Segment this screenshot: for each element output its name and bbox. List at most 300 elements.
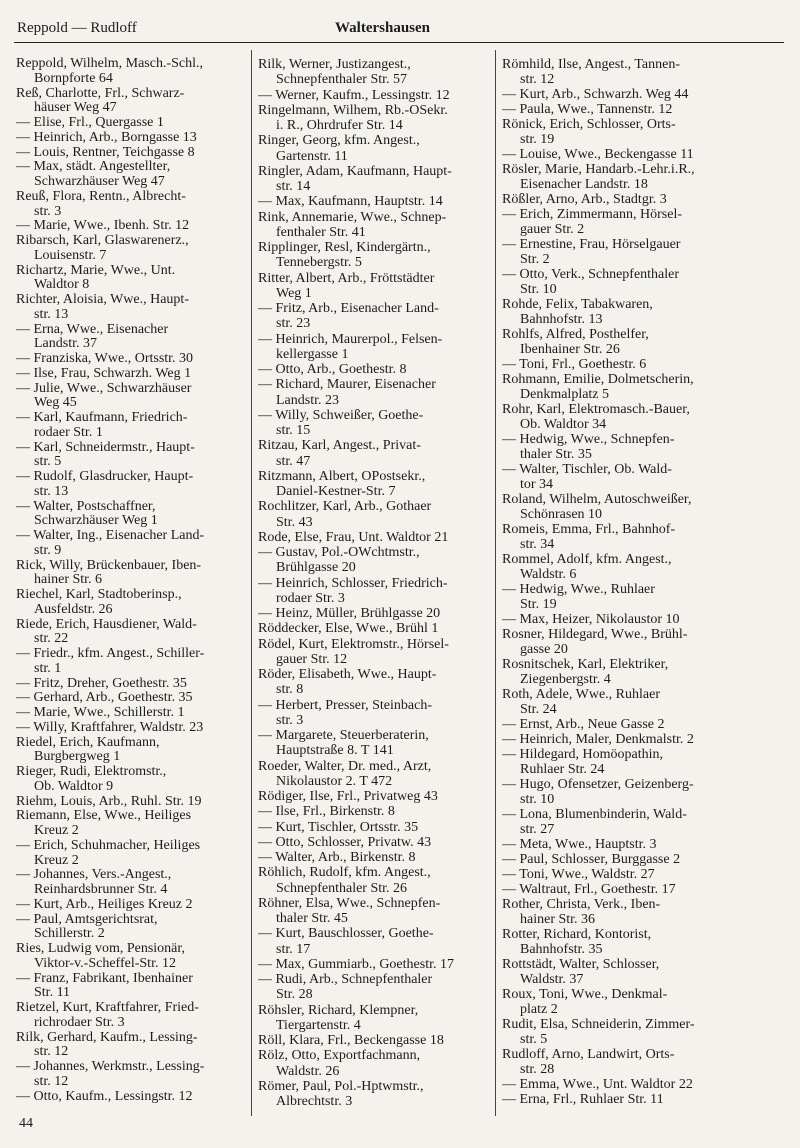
directory-entry xyxy=(502,267,786,297)
directory-entry xyxy=(258,1003,492,1034)
entry-continuation: str. 14 xyxy=(276,179,311,194)
entry-line: — Otto, Schlosser, Privatw. 43 xyxy=(258,834,432,850)
entry-continuation: str. 1 xyxy=(34,660,62,676)
directory-entry xyxy=(16,677,248,692)
directory-entry xyxy=(258,103,492,134)
directory-entry xyxy=(258,637,492,668)
directory-entry xyxy=(502,882,786,897)
directory-entry xyxy=(502,1077,786,1092)
entry-line: Rottstädt, Walter, Schlosser, xyxy=(502,957,660,972)
entry-line: — Hedwig, Wwe., Ruhlaer xyxy=(502,582,655,597)
entry-line: — Hildegard, Homöopathin, xyxy=(502,747,663,762)
directory-entry xyxy=(16,500,248,530)
entry-line: — Rudolf, Glasdrucker, Haupt- xyxy=(16,469,194,484)
entry-continuation: Landstr. 23 xyxy=(276,392,339,408)
entry-continuation: Str. 19 xyxy=(520,597,557,612)
entry-continuation: Waldstr. 26 xyxy=(276,1063,340,1079)
entry-line: Romeis, Emma, Frl., Bahnhof- xyxy=(502,522,676,537)
directory-entry xyxy=(258,499,492,530)
entry-continuation: str. 10 xyxy=(520,792,555,807)
entry-line: Ribarsch, Karl, Glaswarenerz., xyxy=(16,233,189,248)
directory-entry xyxy=(258,972,492,1003)
directory-entry xyxy=(16,706,248,721)
entry-line: — Max, städt. Angestellter, xyxy=(16,159,171,175)
entry-line: Rödel, Kurt, Elektromstr., Hörsel- xyxy=(258,636,449,652)
entry-line: — Walter, Ing., Eisenacher Land- xyxy=(16,528,205,543)
entry-line: Riemann, Else, Wwe., Heiliges xyxy=(16,808,192,824)
directory-entry xyxy=(502,432,786,462)
entry-continuation: Waldstr. 37 xyxy=(520,972,584,987)
directory-entry xyxy=(258,576,492,607)
directory-entry xyxy=(258,271,492,302)
directory-entry xyxy=(502,957,786,987)
directory-entry xyxy=(16,470,248,500)
entry-continuation: str. 8 xyxy=(276,682,304,698)
directory-entry xyxy=(258,957,492,972)
entry-continuation: thaler Str. 35 xyxy=(520,447,592,462)
entry-line: Rommel, Adolf, kfm. Angest., xyxy=(502,552,672,567)
directory-entry xyxy=(502,462,786,492)
entry-continuation: str. 28 xyxy=(520,1062,555,1077)
entry-continuation: str. 5 xyxy=(520,1032,548,1047)
directory-entry xyxy=(502,372,786,402)
entry-line: Röddecker, Else, Wwe., Brühl 1 xyxy=(258,621,439,637)
directory-entry xyxy=(502,552,786,582)
directory-entry xyxy=(16,1060,248,1090)
entry-line: — Marie, Wwe., Ibenh. Str. 12 xyxy=(16,218,190,234)
entry-line: Rohlfs, Alfred, Posthelfer, xyxy=(502,327,649,342)
entry-line: — Meta, Wwe., Hauptstr. 3 xyxy=(502,837,657,852)
entry-continuation: Denkmalplatz 5 xyxy=(520,387,610,402)
column-divider xyxy=(251,50,252,1116)
entry-line: — Paul, Amtsgerichtsrat, xyxy=(16,911,158,927)
entry-line: — Otto, Arb., Goethestr. 8 xyxy=(258,362,407,377)
directory-entry xyxy=(502,327,786,357)
directory-entry xyxy=(258,332,492,363)
entry-continuation: Str. 28 xyxy=(276,987,313,1003)
entry-line: — Friedr., kfm. Angest., Schiller- xyxy=(16,646,205,661)
directory-entry xyxy=(16,972,248,1002)
entry-line: — Emma, Wwe., Unt. Waldtor 22 xyxy=(502,1077,693,1092)
directory-entry xyxy=(16,647,248,677)
entry-line: — Hedwig, Wwe., Schnepfen- xyxy=(502,432,675,447)
entry-line: — Ernestine, Frau, Hörselgauer xyxy=(502,237,681,252)
directory-entry xyxy=(16,441,248,471)
directory-column-2 xyxy=(258,57,492,1117)
directory-entry xyxy=(502,57,786,87)
entry-continuation: Albrechtstr. 3 xyxy=(276,1094,353,1109)
entry-continuation: str. 23 xyxy=(276,316,311,332)
entry-line: — Toni, Frl., Goethestr. 6 xyxy=(502,357,647,372)
directory-entry xyxy=(258,194,492,209)
directory-entry xyxy=(502,852,786,867)
directory-entry xyxy=(502,732,786,747)
entry-continuation: Str. 2 xyxy=(520,252,550,267)
entry-line: — Erna, Wwe., Eisenacher xyxy=(16,321,169,337)
entry-continuation: Str. 11 xyxy=(34,985,71,1001)
entry-continuation: hainer Str. 36 xyxy=(520,912,596,927)
directory-entry xyxy=(16,529,248,559)
entry-line: Rieger, Rudi, Elektromstr., xyxy=(16,764,167,779)
entry-continuation: Schönrasen 10 xyxy=(520,507,603,522)
entry-continuation: Reinhardsbrunner Str. 4 xyxy=(34,882,168,897)
directory-entry xyxy=(258,789,492,804)
entry-line: Rohr, Karl, Elektromasch.-Bauer, xyxy=(502,402,690,417)
directory-entry xyxy=(258,210,492,241)
directory-entry xyxy=(502,192,786,207)
entry-continuation: str. 9 xyxy=(34,542,62,558)
entry-continuation: Schnepfenthaler Str. 57 xyxy=(276,72,408,88)
entry-line: Roland, Wilhelm, Autoschweißer, xyxy=(502,492,692,507)
entry-continuation: str. 13 xyxy=(34,306,69,322)
directory-entry xyxy=(502,1047,786,1077)
entry-line: Römer, Paul, Pol.-Hptwmstr., xyxy=(258,1078,424,1094)
directory-entry xyxy=(502,237,786,267)
directory-entry xyxy=(502,492,786,522)
entry-continuation: str. 47 xyxy=(276,453,311,469)
entry-continuation: Brühlgasse 20 xyxy=(276,560,356,576)
entry-line: Rode, Else, Frau, Unt. Waldtor 21 xyxy=(258,529,449,545)
entry-continuation: Bornpforte 64 xyxy=(34,70,113,86)
entry-line: Rother, Christa, Verk., Iben- xyxy=(502,897,661,912)
directory-entry xyxy=(16,146,248,161)
directory-entry xyxy=(502,357,786,372)
entry-continuation: Hauptstraße 8. T 141 xyxy=(276,743,394,759)
entry-line: — Heinz, Müller, Brühlgasse 20 xyxy=(258,606,441,621)
entry-line: — Rudi, Arb., Schnepfenthaler xyxy=(258,972,433,987)
directory-entry xyxy=(16,352,248,367)
entry-continuation: Ausfeldstr. 26 xyxy=(34,601,113,617)
entry-continuation: hainer Str. 6 xyxy=(34,572,103,588)
column-divider xyxy=(495,50,496,1116)
entry-continuation: Ob. Waldtor 9 xyxy=(34,778,114,794)
entry-continuation: str. 17 xyxy=(276,941,311,957)
directory-entry xyxy=(502,747,786,777)
directory-entry xyxy=(502,87,786,102)
entry-line: Roux, Toni, Wwe., Denkmal- xyxy=(502,987,668,1002)
entry-line: Riechel, Karl, Stadtoberinsp., xyxy=(16,587,182,602)
entry-continuation: Str. 10 xyxy=(520,282,557,297)
directory-entry xyxy=(16,839,248,869)
directory-entry xyxy=(502,582,786,612)
entry-continuation: kellergasse 1 xyxy=(276,346,349,362)
entry-continuation: Landstr. 37 xyxy=(34,336,97,352)
entry-line: Rilk, Gerhard, Kaufm., Lessing- xyxy=(16,1029,198,1045)
entry-line: — Kurt, Tischler, Ortsstr. 35 xyxy=(258,819,419,835)
entry-line: Röll, Klara, Frl., Beckengasse 18 xyxy=(258,1033,444,1048)
directory-entry xyxy=(16,1090,248,1105)
entry-line: Riehm, Louis, Arb., Ruhl. Str. 19 xyxy=(16,793,202,809)
entry-line: — Louise, Wwe., Beckengasse 11 xyxy=(502,147,694,162)
directory-entry xyxy=(502,687,786,717)
directory-entry xyxy=(258,362,492,377)
entry-line: — Elise, Frl., Quergasse 1 xyxy=(16,115,164,130)
entry-line: — Walter, Arb., Birkenstr. 8 xyxy=(258,850,416,865)
entry-line: Ritter, Albert, Arb., Fröttstädter xyxy=(258,270,435,286)
directory-entry xyxy=(258,469,492,500)
entry-continuation: str. 19 xyxy=(520,132,555,147)
entry-line: Rohmann, Emilie, Dolmetscherin, xyxy=(502,372,694,387)
directory-entry xyxy=(502,627,786,657)
entry-line: — Paul, Schlosser, Burggasse 2 xyxy=(502,852,681,867)
entry-line: Roeder, Walter, Dr. med., Arzt, xyxy=(258,758,432,774)
entry-line: Rönick, Erich, Schlosser, Orts- xyxy=(502,117,676,132)
entry-line: — Julie, Wwe., Schwarzhäuser xyxy=(16,380,192,396)
directory-entry xyxy=(16,1031,248,1061)
entry-continuation: rodaer Str. 3 xyxy=(276,590,345,606)
entry-continuation: i. R., Ohrdrufer Str. 14 xyxy=(276,118,403,133)
entry-line: — Gustav, Pol.-OWchtmstr., xyxy=(258,545,420,560)
entry-continuation: fenthaler Str. 41 xyxy=(276,224,366,240)
entry-continuation: Schwarzhäuser Weg 47 xyxy=(34,174,165,189)
entry-line: Ries, Ludwig vom, Pensionär, xyxy=(16,941,185,956)
directory-entry xyxy=(502,1092,786,1107)
directory-entry xyxy=(502,162,786,192)
directory-entry xyxy=(16,323,248,353)
directory-entry xyxy=(16,57,248,87)
entry-line: Ringer, Georg, kfm. Angest., xyxy=(258,133,420,149)
running-header xyxy=(17,16,783,40)
entry-line: Röhlich, Rudolf, kfm. Angest., xyxy=(258,865,431,881)
directory-entry xyxy=(502,927,786,957)
directory-entry xyxy=(502,402,786,432)
entry-line: — Kurt, Bauschlosser, Goethe- xyxy=(258,926,434,942)
entry-continuation: thaler Str. 45 xyxy=(276,911,348,926)
entry-continuation: Weg 1 xyxy=(276,285,312,301)
entry-continuation: Ruhlaer Str. 24 xyxy=(520,762,605,777)
directory-entry xyxy=(16,913,248,943)
entry-line: — Erich, Zimmermann, Hörsel- xyxy=(502,207,683,222)
entry-continuation: str. 12 xyxy=(520,72,555,87)
directory-entry xyxy=(16,411,248,441)
entry-line: Ringelmann, Wilhem, Rb.-OSekr. xyxy=(258,102,448,118)
directory-entry xyxy=(502,102,786,117)
entry-continuation: str. 22 xyxy=(34,631,69,647)
entry-line: — Franziska, Wwe., Ortsstr. 30 xyxy=(16,351,194,366)
directory-entry xyxy=(16,87,248,117)
entry-line: — Heinrich, Maler, Denkmalstr. 2 xyxy=(502,732,694,747)
directory-entry xyxy=(16,219,248,234)
entry-line: — Louis, Rentner, Teichgasse 8 xyxy=(16,144,195,160)
entry-line: — Max, Kaufmann, Hauptstr. 14 xyxy=(258,194,443,210)
directory-entry xyxy=(258,301,492,332)
directory-entry xyxy=(16,942,248,972)
entry-continuation: gauer Str. 2 xyxy=(520,222,585,237)
entry-line: Röhner, Elsa, Wwe., Schnepfen- xyxy=(258,895,441,911)
directory-entry xyxy=(258,621,492,636)
entry-line: — Johannes, Werkmstr., Lessing- xyxy=(16,1059,205,1074)
directory-entry xyxy=(16,160,248,190)
directory-entry xyxy=(502,522,786,552)
entry-line: Ritzau, Karl, Angest., Privat- xyxy=(258,438,421,454)
entry-continuation: gauer Str. 12 xyxy=(276,651,348,667)
entry-line: Rudloff, Arno, Landwirt, Orts- xyxy=(502,1047,675,1062)
entry-continuation: str. 3 xyxy=(276,712,304,728)
entry-line: — Hugo, Ofensetzer, Geizenberg- xyxy=(502,777,694,792)
directory-entry xyxy=(16,691,248,706)
entry-line: — Waltraut, Frl., Goethestr. 17 xyxy=(502,882,676,897)
directory-entry xyxy=(502,147,786,162)
entry-line: — Toni, Wwe., Waldstr. 27 xyxy=(502,867,655,882)
directory-entry xyxy=(16,898,248,913)
entry-line: Ritzmann, Albert, OPostsekr., xyxy=(258,468,426,484)
entry-line: — Heinrich, Schlosser, Friedrich- xyxy=(258,575,448,591)
entry-continuation: tor 34 xyxy=(520,477,554,492)
directory-entry xyxy=(16,293,248,323)
entry-line: Rick, Willy, Brückenbauer, Iben- xyxy=(16,557,202,573)
entry-line: — Ilse, Frl., Birkenstr. 8 xyxy=(258,804,395,820)
entry-line: Rochlitzer, Karl, Arb., Gothaer xyxy=(258,499,432,515)
directory-entry xyxy=(258,133,492,164)
directory-entry xyxy=(258,164,492,195)
entry-continuation: Nikolaustor 2. T 472 xyxy=(276,773,393,789)
entry-line: Rosnitschek, Karl, Elektriker, xyxy=(502,657,669,672)
directory-entry xyxy=(16,131,248,146)
entry-continuation: häuser Weg 47 xyxy=(34,100,117,116)
directory-entry xyxy=(258,835,492,850)
entry-line: — Walter, Postschaffner, xyxy=(16,498,156,514)
entry-line: Rudit, Elsa, Schneiderin, Zimmer- xyxy=(502,1017,695,1032)
entry-line: Riedel, Erich, Kaufmann, xyxy=(16,734,160,750)
entry-continuation: Schillerstr. 2 xyxy=(34,926,105,942)
entry-continuation: Schnepfenthaler Str. 26 xyxy=(276,880,408,896)
entry-continuation: str. 15 xyxy=(276,423,311,438)
entry-line: Rotter, Richard, Kontorist, xyxy=(502,927,652,942)
entry-line: — Marie, Wwe., Schillerstr. 1 xyxy=(16,705,185,720)
directory-entry xyxy=(258,865,492,896)
entry-line: Römhild, Ilse, Angest., Tannen- xyxy=(502,57,681,72)
entry-continuation: str. 13 xyxy=(34,483,69,499)
entry-continuation: Kreuz 2 xyxy=(34,823,79,838)
directory-entry xyxy=(502,1017,786,1047)
entry-continuation: Kreuz 2 xyxy=(34,852,79,868)
directory-entry xyxy=(258,606,492,621)
directory-entry xyxy=(16,736,248,766)
directory-entry xyxy=(258,438,492,469)
entry-line: Rößler, Arno, Arb., Stadtgr. 3 xyxy=(502,192,667,207)
entry-line: — Ilse, Frau, Schwarzh. Weg 1 xyxy=(16,365,192,381)
directory-entry xyxy=(502,867,786,882)
directory-entry xyxy=(502,837,786,852)
entry-continuation: Tiergartenstr. 4 xyxy=(276,1017,361,1033)
entry-line: — Erna, Frl., Ruhlaer Str. 11 xyxy=(502,1092,664,1107)
entry-continuation: Ziegenbergstr. 4 xyxy=(520,672,611,687)
entry-line: Rosner, Hildegard, Wwe., Brühl- xyxy=(502,627,688,642)
entry-continuation: str. 12 xyxy=(34,1073,69,1089)
entry-line: — Kurt, Arb., Schwarzh. Weg 44 xyxy=(502,87,689,102)
entry-line: Ringler, Adam, Kaufmann, Haupt- xyxy=(258,163,452,179)
entry-line: Ripplinger, Resl, Kindergärtn., xyxy=(258,240,431,255)
directory-entry xyxy=(258,545,492,576)
entry-line: — Herbert, Presser, Steinbach- xyxy=(258,697,432,713)
entry-line: — Franz, Fabrikant, Ibenhainer xyxy=(16,970,193,986)
directory-entry xyxy=(502,117,786,147)
directory-entry xyxy=(258,667,492,698)
directory-entry xyxy=(258,896,492,927)
directory-entry xyxy=(502,807,786,837)
entry-line: — Max, Gummiarb., Goethestr. 17 xyxy=(258,956,454,972)
entry-continuation: Louisenstr. 7 xyxy=(34,247,107,263)
entry-continuation: Str. 43 xyxy=(276,514,313,530)
entry-line: Riede, Erich, Hausdiener, Wald- xyxy=(16,616,197,632)
entry-line: — Gerhard, Arb., Goethestr. 35 xyxy=(16,690,193,706)
entry-line: — Karl, Kaufmann, Friedrich- xyxy=(16,410,188,425)
entry-line: — Heinrich, Arb., Borngasse 13 xyxy=(16,129,197,145)
entry-line: Richartz, Marie, Wwe., Unt. xyxy=(16,262,176,278)
directory-entry xyxy=(502,207,786,237)
entry-line: Richter, Aloisia, Wwe., Haupt- xyxy=(16,292,189,307)
entry-continuation: Tennebergstr. 5 xyxy=(276,255,362,271)
entry-line: — Erich, Schuhmacher, Heiliges xyxy=(16,837,201,853)
entry-line: — Johannes, Vers.-Angest., xyxy=(16,867,172,883)
directory-entry xyxy=(16,367,248,382)
entry-continuation: Viktor-v.-Scheffel-Str. 12 xyxy=(34,955,176,971)
entry-continuation: Eisenacher Landstr. 18 xyxy=(520,177,648,192)
entry-line: Röhsler, Richard, Klempner, xyxy=(258,1002,419,1018)
entry-line: — Margarete, Steuerberaterin, xyxy=(258,728,429,743)
entry-continuation: Schwarzhäuser Weg 1 xyxy=(34,513,158,529)
directory-entry xyxy=(16,795,248,810)
directory-entry xyxy=(16,234,248,264)
entry-line: Rink, Annemarie, Wwe., Schnep- xyxy=(258,209,447,225)
entry-line: — Paula, Wwe., Tannenstr. 12 xyxy=(502,102,673,117)
entry-line: — Richard, Maurer, Eisenacher xyxy=(258,377,436,393)
directory-entry xyxy=(16,809,248,839)
entry-continuation: Waldtor 8 xyxy=(34,277,90,293)
entry-line: Rilk, Werner, Justizangest., xyxy=(258,57,411,72)
entry-continuation: Ob. Waldtor 34 xyxy=(520,417,607,432)
entry-continuation: Str. 24 xyxy=(520,702,557,717)
directory-entry xyxy=(502,612,786,627)
header-town: Waltershausen xyxy=(335,20,431,36)
entry-line: — Max, Heizer, Nikolaustor 10 xyxy=(502,612,680,627)
entry-line: — Lona, Blumenbinderin, Wald- xyxy=(502,807,687,822)
entry-line: — Otto, Verk., Schnepfenthaler xyxy=(502,267,680,282)
directory-entry xyxy=(16,264,248,294)
entry-continuation: str. 34 xyxy=(520,537,555,552)
entry-line: — Ernst, Arb., Neue Gasse 2 xyxy=(502,717,665,732)
entry-continuation: Waldstr. 6 xyxy=(520,567,577,582)
directory-entry xyxy=(502,987,786,1017)
entry-continuation: Bahnhofstr. 35 xyxy=(520,942,603,957)
entry-continuation: str. 3 xyxy=(34,203,62,219)
entry-line: — Walter, Tischler, Ob. Wald- xyxy=(502,462,672,477)
entry-line: Rölz, Otto, Exportfachmann, xyxy=(258,1048,421,1064)
directory-entry xyxy=(258,408,492,439)
entry-continuation: Gartenstr. 11 xyxy=(276,148,348,164)
directory-entry xyxy=(16,382,248,412)
entry-continuation: rodaer Str. 1 xyxy=(34,424,103,440)
directory-column-3 xyxy=(502,57,786,1117)
directory-entry xyxy=(16,765,248,795)
directory-entry xyxy=(258,57,492,88)
directory-entry xyxy=(258,377,492,408)
entry-line: — Karl, Schneidermstr., Haupt- xyxy=(16,439,195,455)
directory-column-1 xyxy=(16,57,248,1117)
directory-entry xyxy=(258,759,492,790)
entry-continuation: richrodaer Str. 3 xyxy=(34,1014,125,1030)
directory-entry xyxy=(502,897,786,927)
entry-line: — Otto, Kaufm., Lessingstr. 12 xyxy=(16,1088,193,1104)
entry-continuation: str. 5 xyxy=(34,454,62,470)
page-number: 44 xyxy=(19,1116,33,1131)
directory-entry xyxy=(258,804,492,819)
directory-entry xyxy=(258,820,492,835)
entry-line: Rietzel, Kurt, Kraftfahrer, Fried- xyxy=(16,1000,199,1015)
directory-entry xyxy=(16,618,248,648)
entry-line: — Werner, Kaufm., Lessingstr. 12 xyxy=(258,87,450,103)
directory-entry xyxy=(258,728,492,759)
